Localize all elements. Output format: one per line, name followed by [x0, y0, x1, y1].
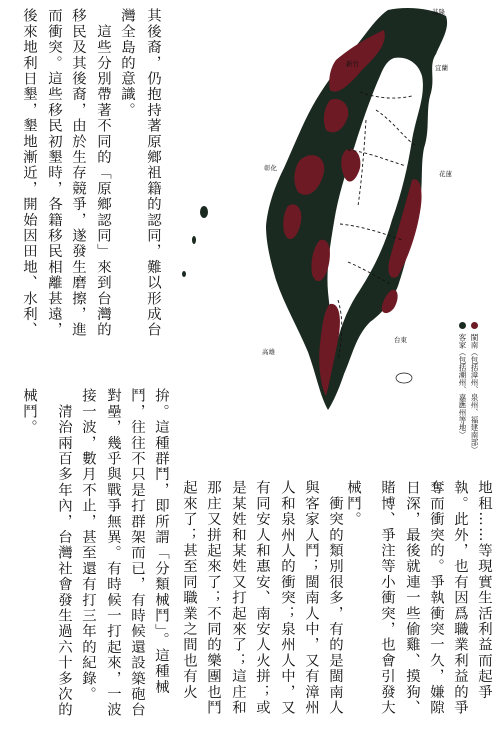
text-column-l19: 地租……等現實生活利益而起爭	[476, 480, 492, 700]
map-label-changhua: 彰化	[264, 164, 277, 172]
text-column-l9: 是某姓和某姓又打起來了；這庄和	[230, 480, 246, 716]
text-column-l7: 起來了；甚至同職業之間也有火	[181, 480, 197, 700]
island-small	[182, 271, 186, 277]
text-column-l6: 拚。這種群鬥，即所謂「分類械鬥」。這種械	[153, 388, 169, 695]
map-label-hualien: 花蓮	[439, 170, 452, 178]
text-column-l1: 械鬥。	[21, 388, 37, 436]
text-column-l5: 鬥，往往不只是打群架而已，有時候還設築砲台	[129, 388, 145, 718]
text-column-l8: 那庄又拼起來了；不同的樂團也鬥	[205, 480, 221, 716]
text-column-u2: 灣全島的意識。	[119, 8, 135, 118]
map-label-keelung: 基隆	[432, 8, 445, 16]
island-penghu-small	[192, 236, 196, 244]
text-column-l17: 奪而衝突的。爭執衝突一久，嫌隙	[428, 480, 444, 716]
map-label-taitung: 台東	[394, 336, 407, 344]
text-column-l13: 衝突的類別很多，有的是閩南人	[327, 480, 343, 716]
map-label-hsinchu: 新竹	[346, 60, 359, 68]
legend-label: 閩南（包括漳州、泉州、福建南部）	[470, 333, 479, 454]
text-column-u1: 其後裔，仍抱持著原鄉祖籍的認同，難以形成台	[145, 8, 161, 338]
legend-item-southern-fujian	[468, 322, 480, 453]
text-column-u3: 這些分別帶著不同的「原鄉認同」來到台灣的	[95, 8, 111, 338]
text-column-l11: 人和泉州人的衝突；泉州人中，又	[279, 480, 295, 716]
text-column-l16: 日深，最後就連一些偷雞、摸狗、	[404, 480, 420, 716]
map-label-kaohsiung: 高雄	[262, 348, 275, 356]
map-legend	[456, 322, 480, 453]
text-column-l4: 對壘，幾乎與戰爭無異。有時候一打起來，一波	[105, 388, 121, 718]
text-column-u6: 後來地利日墾，墾地漸近，開始因田地、水利、	[21, 8, 37, 338]
text-column-l2: 清治兩百多年內，台灣社會發生過六十多次的	[56, 388, 72, 718]
text-column-l12: 與客家人鬥；閩南人中，又有漳州	[303, 480, 319, 716]
text-column-u5: 而衝突。這些移民初墾時，各籍移民相離甚遠，	[46, 8, 62, 338]
text-column-l18: 執。此外，也有因爲職業利益的爭	[452, 480, 468, 716]
text-column-u4: 移民及其後裔，由於生存競爭，遂發生磨擦，進	[70, 8, 86, 338]
legend-label: 客家（包括潮州、嘉應州等地）	[458, 333, 467, 439]
island-green	[396, 373, 412, 383]
text-column-l10: 有同安人和惠安、南安人火拼；或	[254, 480, 270, 716]
map-label-yilan: 宜蘭	[435, 64, 448, 72]
legend-swatch-red	[471, 322, 478, 329]
text-column-l3: 接一波，數月不止，甚至還有打三年的紀錄。	[80, 388, 96, 702]
legend-item-hakka	[456, 322, 468, 453]
island-penghu	[200, 206, 208, 218]
legend-swatch-dark	[459, 322, 466, 329]
text-column-l15: 賭博、爭注等小衝突，也會引發大	[379, 480, 395, 716]
taiwan-ethnic-map	[180, 0, 452, 410]
text-column-l14: 械鬥。	[345, 480, 361, 528]
